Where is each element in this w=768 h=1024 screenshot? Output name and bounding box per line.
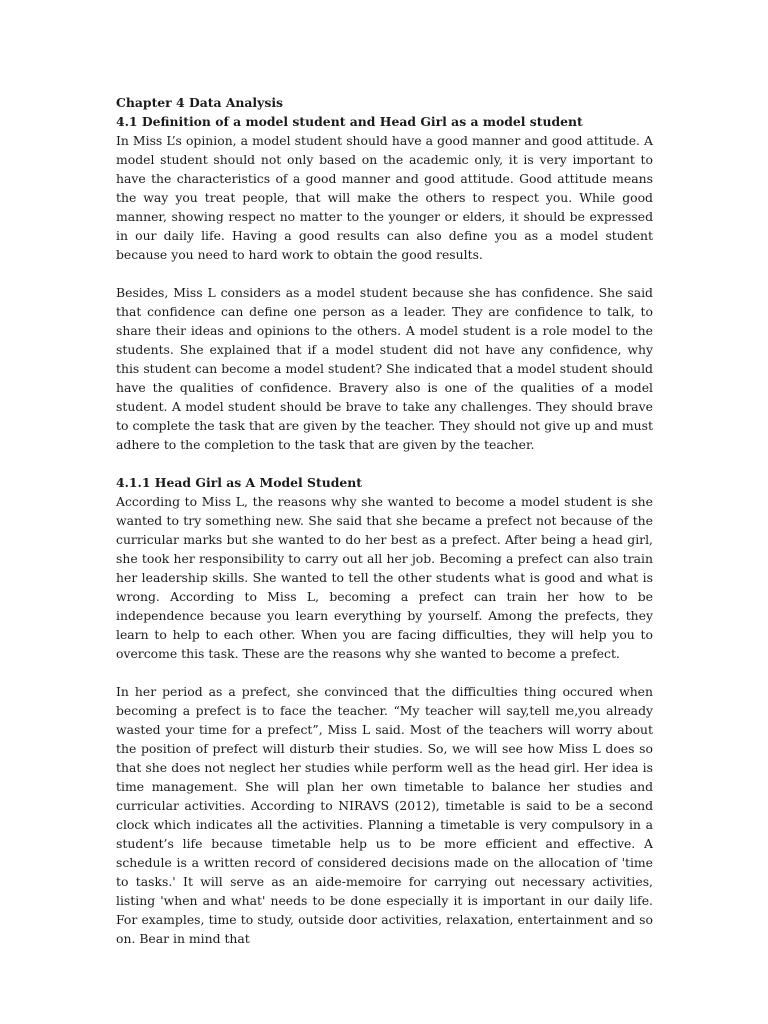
body-paragraph: In her period as a prefect, she convinced that the difficulties thing occured when becoming a prefect is to face the teacher. “My teacher will say,tell me,you already wasted your time for a prefect”, Miss L said. Most of the teachers will worry about the position of prefect will disturb their studies. So, we will see how Miss L does so that she does not neglect her studies while perform well as the head girl. Her idea is time management. She will plan her own timetable to balance her studies and curricular activities. According to NIRAVS (2012), timetable is said to be a second clock which indicates all the activities. Planning a timetable is very compulsory in a student’s life because timetable help us to be more efficient and effective. A schedule is a written record of considered decisions made on the allocation of 'time to tasks.' It will serve as an aide-memoire for carrying out necessary activities, listing 'when and what' needs to be done especially it is important in our daily life. For examples, time to study, outside door activities, relaxation, entertainment and so on. Bear in mind that: [116, 684, 653, 946]
paragraph-spacer: [116, 264, 653, 283]
paragraph-spacer: [116, 454, 653, 473]
chapter-title: Chapter 4 Data Analysis: [116, 95, 284, 110]
body-paragraph: Besides, Miss L considers as a model student because she has confidence. She said that confidence can define one person as a leader. They are confidence to talk, to share their ideas and opinions to the others. A model student is a role model to the students. She explained that if a model student did not have any confidence, why this student can become a model student? She indicated that a model student should have the qualities of confidence. Bravery also is one of the qualities of a model student. A model student should be brave to take any challenges. They should brave to complete the task that are given by the teacher. They should not give up and must adhere to the completion to the task that are given by the teacher.: [116, 285, 653, 452]
body-paragraph: In Miss L’s opinion, a model student should have a good manner and good attitude. A model student should not only based on the academic only, it is very important to have the characteristics of a good manner and good attitude. Good attitude means the way you treat people, that will make the others to respect you. While good manner, showing respect no matter to the younger or elders, it should be expressed in our daily life. Having a good results can also define you as a model student because you need to hard work to obtain the good results.: [116, 133, 653, 262]
paragraph-spacer: [116, 663, 653, 682]
section-title: 4.1 Definition of a model student and Head Girl as a model student: [116, 114, 583, 129]
body-paragraph: According to Miss L, the reasons why she wanted to become a model student is she wanted to try something new. She said that she became a prefect not because of the curricular marks but she wanted to do her best as a prefect. After being a head girl, she took her responsibility to carry out all her job. Becoming a prefect can also train her leadership skills. She wanted to tell the other students what is good and what is wrong. According to Miss L, becoming a prefect can train her how to be independence because you learn everything by yourself. Among the prefects, they learn to help to each other. When you are facing difficulties, they will help you to overcome this task. These are the reasons why she wanted to become a prefect.: [116, 494, 653, 661]
subsection-title: 4.1.1 Head Girl as A Model Student: [116, 475, 362, 490]
document-page: [116, 93, 653, 948]
